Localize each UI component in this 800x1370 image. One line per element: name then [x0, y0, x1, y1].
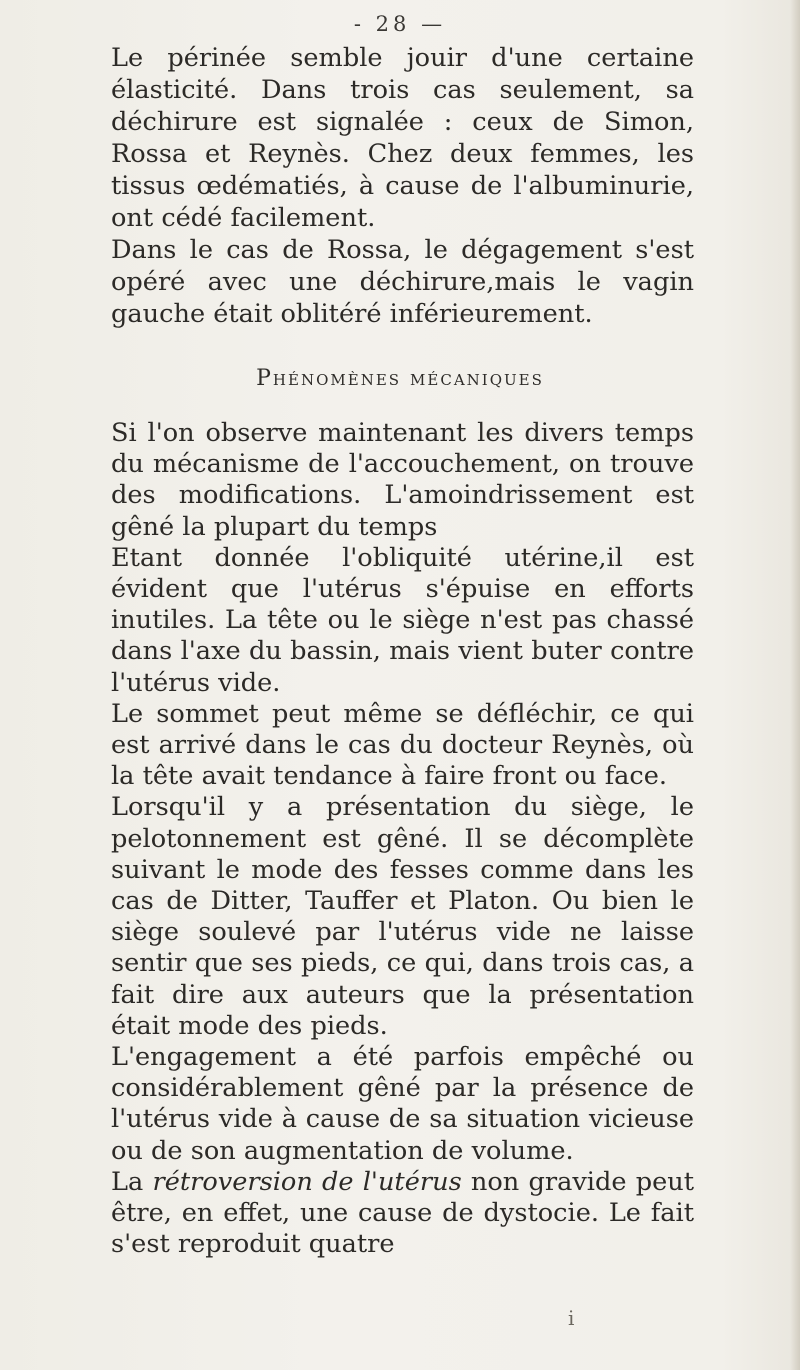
- paragraph: Le périnée semble jouir d'une certaine élasticité. Dans trois cas seulement, sa déchirure est signalée : ceux de Simon, Rossa et Reynès. Chez deux femmes, les tissus œdématiés, à cause de l'albuminurie, ont cédé facilement.: [111, 43, 694, 233]
- text-block-top: [111, 42, 694, 330]
- text-run: non gravide peut être, en effet, une cause de dystocie. Le fait s'est reproduit quatre: [111, 1166, 695, 1260]
- paragraph: Le sommet peut même se défléchir, ce qui est arrivé dans le cas du docteur Reynès, où la tête avait tendance à faire front ou face.: [111, 698, 694, 792]
- paragraph: Etant donnée l'obliquité utérine,il est évident que l'utérus s'épuise en efforts inutiles. La tête ou le siège n'est pas chassé dans l'axe du bassin, mais vient buter contre l'utérus vide.: [111, 542, 694, 698]
- paragraph: Dans le cas de Rossa, le dégagement s'est opéré avec une déchirure,mais le vagin gauche était oblitéré inférieurement.: [111, 235, 694, 329]
- page-edge-shadow: [790, 0, 800, 1370]
- paragraph: Si l'on observe maintenant les divers temps du mécanisme de l'accouchement, on trouve des modifications. L'amoindrissement est gêné la plupart du temps: [111, 418, 694, 542]
- text-block-bottom: [111, 418, 694, 1260]
- paragraph: Lorsqu'il y a présentation du siège, le pelotonnement est gêné. Il se décomplète suivant le mode des fesses comme dans les cas de Ditter, Tauffer et Platon. Ou bien le siège soulevé par l'utérus vide ne laisse sentir que ses pieds, ce qui, dans trois cas, a fait dire aux auteurs que la présentation était mode des pieds.: [111, 792, 694, 1041]
- text-run: La: [111, 1166, 153, 1197]
- italic-term: rétroversion de l'utérus: [152, 1166, 462, 1197]
- section-heading: [0, 366, 800, 391]
- signature-mark: i: [568, 1306, 575, 1330]
- section-heading-text: Phénomènes mécaniques: [256, 366, 544, 391]
- paragraph-last: [111, 1167, 694, 1261]
- paragraph: L'engagement a été parfois empêché ou considérablement gêné par la présence de l'utérus vide à cause de sa situation vicieuse ou de son augmentation de volume.: [111, 1042, 694, 1166]
- page-number: - 28 —: [353, 12, 447, 36]
